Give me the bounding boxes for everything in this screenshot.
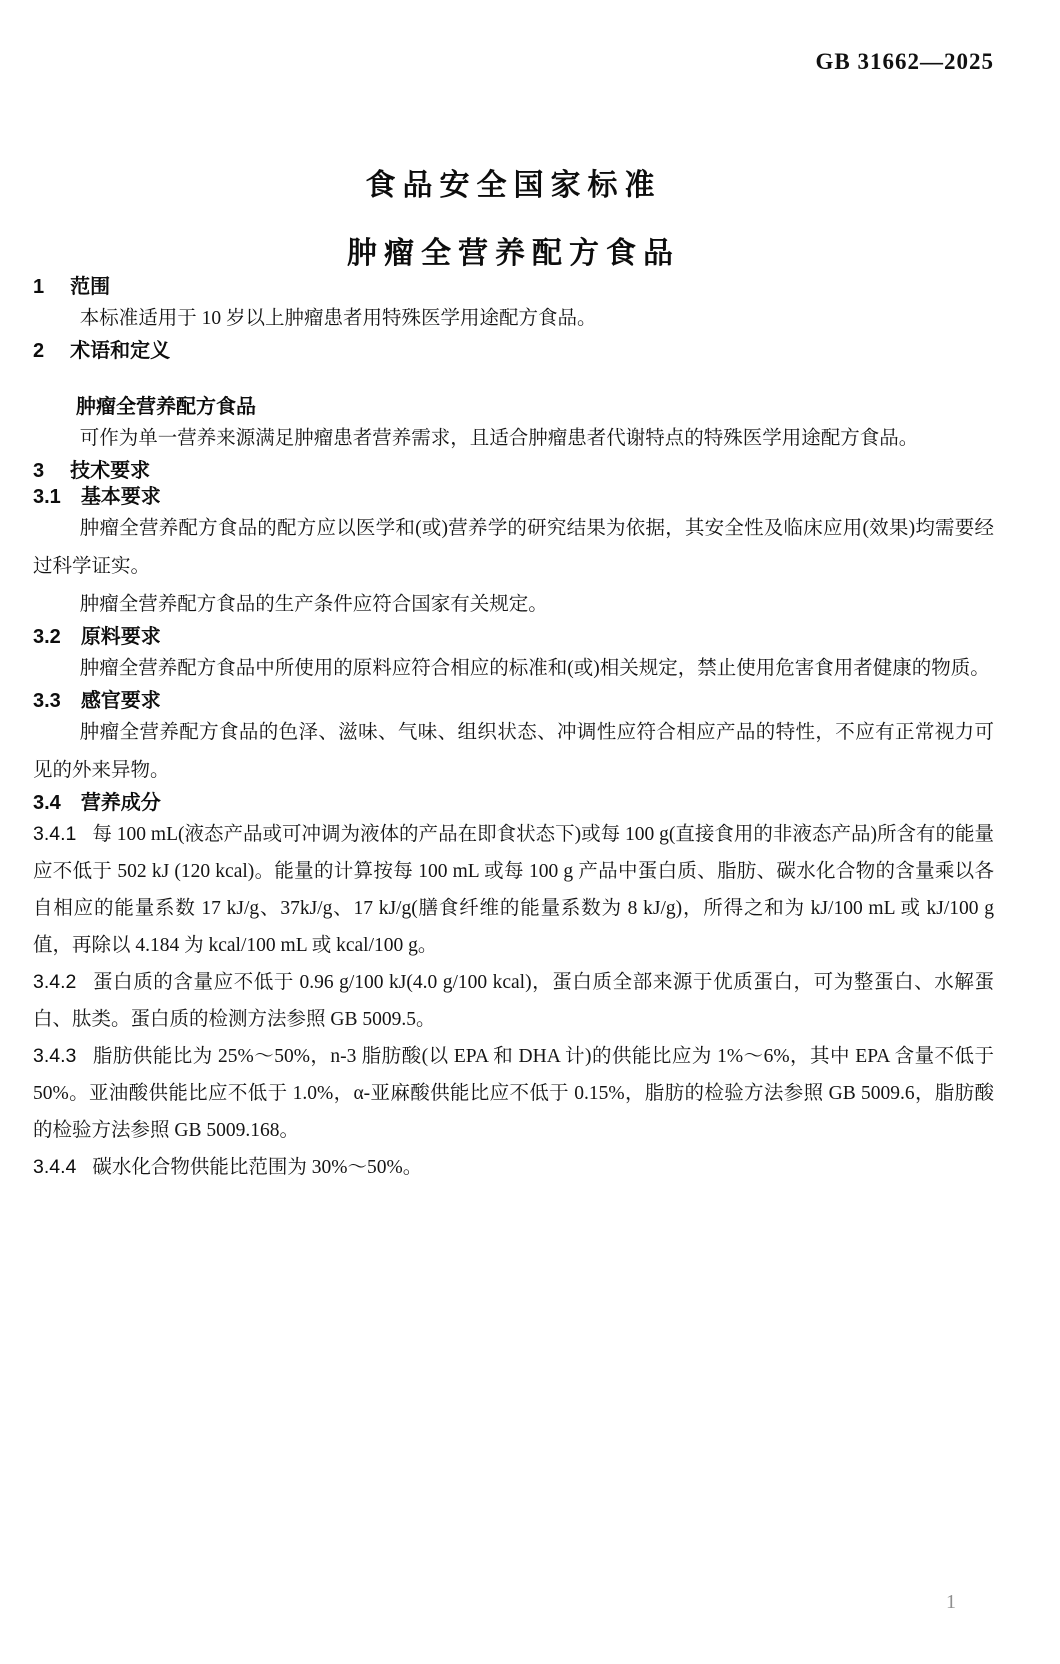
clause-3-4-3: [33, 1038, 994, 1149]
section-heading-terms: [33, 338, 994, 364]
clause-text: 脂肪供能比为 25%～50%，n-3 脂肪酸(以 EPA 和 DHA 计)的供能比应为 1%～6%，其中 EPA 含量不低于 50%。亚油酸供能比应不低于 1.0%，α-亚麻酸供能比应不低于 0.15%，脂肪的检验方法参照 GB 5009.6，脂肪酸的检验方法参照 GB 5009.168。: [33, 1046, 994, 1141]
subsection-number: 3.2: [33, 626, 61, 648]
subsection-number: 3.1: [33, 486, 61, 508]
section-title: 术语和定义: [70, 340, 171, 362]
clause-3-4-4: [33, 1149, 994, 1186]
scope-paragraph: 本标准适用于 10 岁以上肿瘤患者用特殊医学用途配方食品。: [79, 308, 597, 329]
doc-title-line2: 肿瘤全营养配方食品: [347, 237, 680, 270]
subsection-number: 3.4: [33, 792, 61, 814]
subsection-heading-sensory: [33, 688, 994, 714]
subsection-number: 3.3: [33, 690, 61, 712]
basic-paragraph-1: 肿瘤全营养配方食品的配方应以医学和(或)营养学的研究结果为依据，其安全性及临床应用(效果)均需要经过科学证实。: [33, 518, 994, 577]
section-number: 1: [33, 276, 45, 298]
page-number: 1: [946, 1591, 956, 1613]
section-title: 范围: [70, 276, 111, 298]
clause-3-4-1: [33, 816, 994, 964]
subsection-heading-raw-material: [33, 624, 994, 650]
subsection-title: 感官要求: [80, 690, 161, 712]
subsection-title: 原料要求: [80, 626, 161, 648]
term-definition: 可作为单一营养来源满足肿瘤患者营养需求，且适合肿瘤患者代谢特点的特殊医学用途配方食品。: [79, 428, 919, 449]
doc-number: GB 31662—2025: [815, 49, 994, 74]
sensory-paragraph: 肿瘤全营养配方食品的色泽、滋味、气味、组织状态、冲调性应符合相应产品的特性，不应有正常视力可见的外来异物。: [33, 722, 994, 781]
term-name: 肿瘤全营养配方食品: [76, 396, 256, 418]
clause-text: 蛋白质的含量应不低于 0.96 g/100 kJ(4.0 g/100 kcal)，蛋白质全部来源于优质蛋白，可为整蛋白、水解蛋白、肽类。蛋白质的检测方法参照 GB 5009.5。: [33, 972, 994, 1030]
clause-text: 每 100 mL(液态产品或可冲调为液体的产品在即食状态下)或每 100 g(直接食用的非液态产品)所含有的能量应不低于 502 kJ (120 kcal)。能量的计算按每 100 mL 或每 100 g 产品中蛋白质、脂肪、碳水化合物的含量乘以各自相应的能量系数 17 kJ/g、37kJ/g、17 kJ/g(膳食纤维的能量系数为 8 kJ/g)，所得之和为 kJ/100 mL 或 kJ/100 g 值，再除以 4.184 为 kcal/100 mL 或 kcal/100 g。: [33, 824, 994, 956]
subsection-title: 基本要求: [80, 486, 161, 508]
section-number: 3: [33, 460, 45, 482]
clause-number: 3.4.4: [33, 1156, 77, 1178]
clause-number: 3.4.2: [33, 971, 77, 993]
basic-paragraph-2: 肿瘤全营养配方食品的生产条件应符合国家有关规定。: [79, 594, 548, 615]
clause-text: 碳水化合物供能比范围为 30%～50%。: [92, 1157, 423, 1178]
subsection-title: 营养成分: [80, 792, 161, 814]
subsection-heading-basic: [33, 484, 994, 510]
section-title: 技术要求: [70, 460, 151, 482]
clause-number: 3.4.3: [33, 1045, 77, 1067]
section-number: 2: [33, 340, 45, 362]
clause-3-4-2: [33, 964, 994, 1038]
clause-number: 3.4.1: [33, 823, 77, 845]
section-heading-scope: [33, 274, 994, 300]
doc-title-line1: 食品安全国家标准: [365, 169, 662, 202]
raw-material-paragraph: 肿瘤全营养配方食品中所使用的原料应符合相应的标准和(或)相关规定，禁止使用危害食用者健康的物质。: [79, 658, 990, 679]
section-heading-technical: [33, 458, 994, 484]
subsection-heading-nutrition: [33, 790, 994, 816]
